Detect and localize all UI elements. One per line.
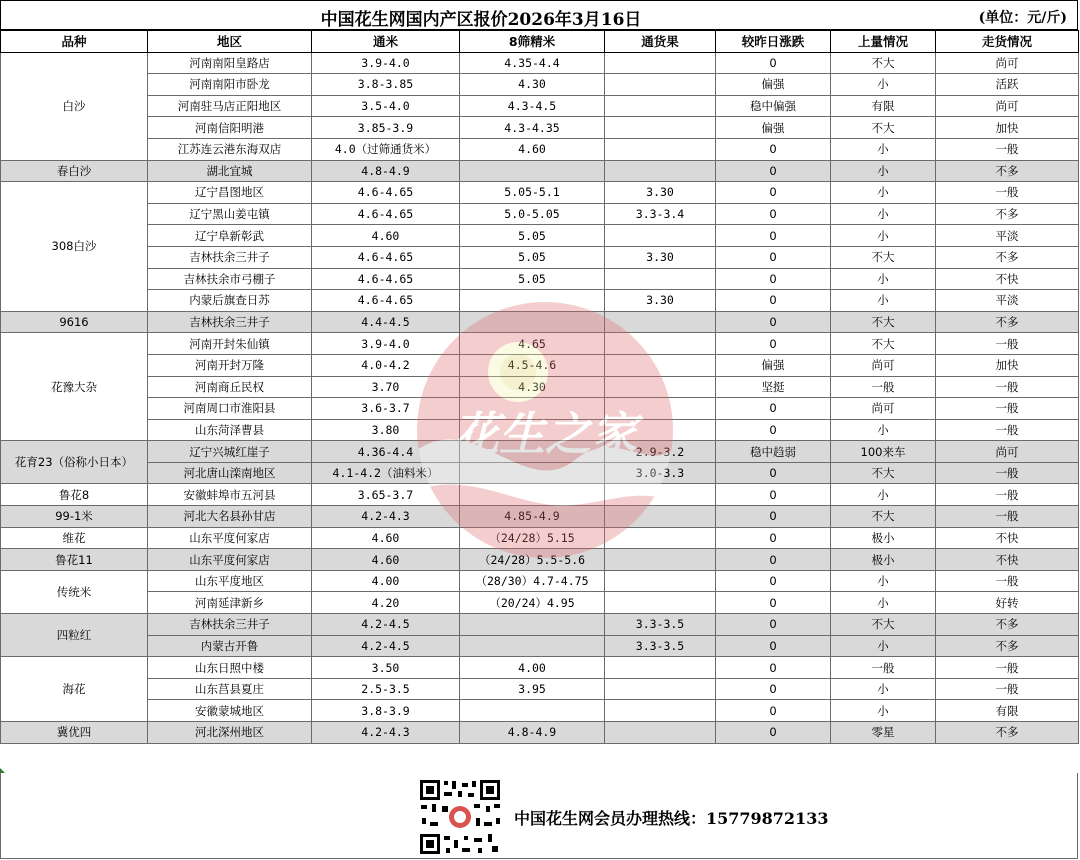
sales-cell: 一般 (936, 484, 1079, 506)
guo-cell (605, 506, 716, 528)
sales-cell: 平淡 (936, 225, 1079, 247)
change-cell: 0 (716, 419, 831, 441)
change-cell: 0 (716, 484, 831, 506)
guo-cell (605, 225, 716, 247)
tongmi-cell: 3.5-4.0 (312, 95, 460, 117)
table-row (1, 419, 1079, 441)
region-cell: 湖北宜城 (148, 160, 312, 182)
guo-cell (605, 311, 716, 333)
region-cell: 吉林扶余三井子 (148, 614, 312, 636)
tongmi-cell: 3.70 (312, 376, 460, 398)
tongmi-cell: 4.2-4.5 (312, 614, 460, 636)
change-cell: 0 (716, 333, 831, 355)
table-row (1, 678, 1079, 700)
tongmi-cell: 4.60 (312, 225, 460, 247)
sales-cell: 平淡 (936, 290, 1079, 312)
tongmi-cell: 4.6-4.65 (312, 203, 460, 225)
table-row (1, 722, 1079, 744)
volume-cell: 小 (831, 160, 936, 182)
change-cell: 偏强 (716, 354, 831, 376)
jingmi-cell: 5.05 (460, 225, 605, 247)
volume-cell: 小 (831, 700, 936, 722)
guo-cell (605, 74, 716, 96)
sales-cell: 一般 (936, 398, 1079, 420)
jingmi-cell (460, 441, 605, 463)
change-cell: 0 (716, 635, 831, 657)
table-body (1, 52, 1079, 743)
guo-cell: 3.3-3.4 (605, 203, 716, 225)
region-cell: 河北大名县孙甘店 (148, 506, 312, 528)
change-cell: 0 (716, 614, 831, 636)
volume-cell: 小 (831, 635, 936, 657)
guo-cell (605, 549, 716, 571)
sales-cell: 不多 (936, 311, 1079, 333)
jingmi-cell: 5.05 (460, 268, 605, 290)
volume-cell: 一般 (831, 376, 936, 398)
tongmi-cell: 3.9-4.0 (312, 52, 460, 74)
table-row (1, 52, 1079, 74)
sales-cell: 加快 (936, 354, 1079, 376)
table-row (1, 570, 1079, 592)
variety-cell: 维花 (1, 527, 148, 549)
jingmi-cell: （28/30）4.7-4.75 (460, 570, 605, 592)
variety-cell: 四粒红 (1, 614, 148, 657)
col-variety: 品种 (1, 31, 148, 53)
region-cell: 安徽蒙城地区 (148, 700, 312, 722)
sales-cell: 不多 (936, 203, 1079, 225)
region-cell: 内蒙古开鲁 (148, 635, 312, 657)
table-row (1, 376, 1079, 398)
sales-cell: 尚可 (936, 52, 1079, 74)
variety-cell: 308白沙 (1, 182, 148, 312)
region-cell: 安徽蚌埠市五河县 (148, 484, 312, 506)
volume-cell: 小 (831, 268, 936, 290)
col-region: 地区 (148, 31, 312, 53)
jingmi-cell: 4.60 (460, 138, 605, 160)
sales-cell: 不多 (936, 246, 1079, 268)
tongmi-cell: 4.6-4.65 (312, 246, 460, 268)
region-cell: 内蒙后旗查日苏 (148, 290, 312, 312)
change-cell: 0 (716, 527, 831, 549)
jingmi-cell (460, 311, 605, 333)
volume-cell: 小 (831, 74, 936, 96)
jingmi-cell: 4.8-4.9 (460, 722, 605, 744)
volume-cell: 小 (831, 678, 936, 700)
table-row (1, 657, 1079, 679)
guo-cell (605, 570, 716, 592)
tongmi-cell: 4.20 (312, 592, 460, 614)
variety-cell: 春白沙 (1, 160, 148, 182)
sales-cell: 一般 (936, 570, 1079, 592)
guo-cell: 3.30 (605, 182, 716, 204)
sales-cell: 不多 (936, 614, 1079, 636)
variety-cell: 鲁花8 (1, 484, 148, 506)
guo-cell (605, 376, 716, 398)
guo-cell (605, 333, 716, 355)
header-row (1, 31, 1079, 53)
sales-cell: 一般 (936, 138, 1079, 160)
hotline-text: 中国花生网会员办理热线：15779872133 (514, 809, 829, 828)
change-cell: 0 (716, 398, 831, 420)
table-row (1, 333, 1079, 355)
jingmi-cell: （24/28）5.15 (460, 527, 605, 549)
tongmi-cell: 3.85-3.9 (312, 117, 460, 139)
volume-cell: 小 (831, 290, 936, 312)
change-cell: 0 (716, 160, 831, 182)
volume-cell: 极小 (831, 527, 936, 549)
jingmi-cell (460, 160, 605, 182)
variety-cell: 99-1米 (1, 506, 148, 528)
table-row (1, 268, 1079, 290)
tongmi-cell: 4.6-4.65 (312, 290, 460, 312)
guo-cell (605, 484, 716, 506)
tongmi-cell: 4.4-4.5 (312, 311, 460, 333)
variety-cell: 花豫大杂 (1, 333, 148, 441)
variety-cell: 冀优四 (1, 722, 148, 744)
guo-cell (605, 527, 716, 549)
volume-cell: 尚可 (831, 354, 936, 376)
sales-cell: 不快 (936, 549, 1079, 571)
change-cell: 0 (716, 138, 831, 160)
volume-cell: 一般 (831, 657, 936, 679)
region-cell: 辽宁兴城红崖子 (148, 441, 312, 463)
change-cell: 0 (716, 268, 831, 290)
tongmi-cell: 3.8-3.9 (312, 700, 460, 722)
region-cell: 吉林扶余市弓棚子 (148, 268, 312, 290)
col-jingmi: 8筛精米 (460, 31, 605, 53)
region-cell: 辽宁阜新彰武 (148, 225, 312, 247)
tongmi-cell: 4.8-4.9 (312, 160, 460, 182)
change-cell: 0 (716, 290, 831, 312)
col-tongmi: 通米 (312, 31, 460, 53)
change-cell: 稳中趋弱 (716, 441, 831, 463)
region-cell: 河南南阳市卧龙 (148, 74, 312, 96)
change-cell: 坚挺 (716, 376, 831, 398)
region-cell: 山东日照中楼 (148, 657, 312, 679)
change-cell: 稳中偏强 (716, 95, 831, 117)
jingmi-cell: 4.5-4.6 (460, 354, 605, 376)
region-cell: 辽宁黑山姜屯镇 (148, 203, 312, 225)
region-cell: 河南南阳皇路店 (148, 52, 312, 74)
jingmi-cell (460, 462, 605, 484)
jingmi-cell (460, 700, 605, 722)
svg-text:花生之家: 花生之家 (453, 407, 637, 461)
sales-cell: 一般 (936, 333, 1079, 355)
region-cell: 山东平度何家店 (148, 527, 312, 549)
title-bar (0, 0, 1078, 30)
table-row (1, 203, 1079, 225)
volume-cell: 不大 (831, 333, 936, 355)
change-cell: 0 (716, 549, 831, 571)
volume-cell: 不大 (831, 311, 936, 333)
change-cell: 0 (716, 678, 831, 700)
sales-cell: 不快 (936, 527, 1079, 549)
volume-cell: 小 (831, 225, 936, 247)
change-cell: 0 (716, 700, 831, 722)
tongmi-cell: 4.60 (312, 549, 460, 571)
variety-cell: 9616 (1, 311, 148, 333)
tongmi-cell: 4.0（过筛通货米） (312, 138, 460, 160)
table-row (1, 117, 1079, 139)
volume-cell: 小 (831, 419, 936, 441)
col-guo: 通货果 (605, 31, 716, 53)
tongmi-cell: 4.00 (312, 570, 460, 592)
guo-cell: 3.30 (605, 246, 716, 268)
volume-cell: 不大 (831, 506, 936, 528)
jingmi-cell (460, 398, 605, 420)
change-cell: 0 (716, 225, 831, 247)
table-row (1, 484, 1079, 506)
table-row (1, 592, 1079, 614)
table-row (1, 311, 1079, 333)
table-row (1, 246, 1079, 268)
tongmi-cell: 4.2-4.3 (312, 722, 460, 744)
col-sales: 走货情况 (936, 31, 1079, 53)
region-cell: 河南周口市淮阳县 (148, 398, 312, 420)
sales-cell: 尚可 (936, 441, 1079, 463)
jingmi-cell (460, 484, 605, 506)
jingmi-cell: （20/24）4.95 (460, 592, 605, 614)
jingmi-cell: 4.85-4.9 (460, 506, 605, 528)
guo-cell: 3.3-3.5 (605, 614, 716, 636)
qr-code-icon (418, 778, 502, 856)
variety-cell: 白沙 (1, 52, 148, 160)
volume-cell: 小 (831, 138, 936, 160)
sales-cell: 一般 (936, 182, 1079, 204)
tongmi-cell: 4.2-4.5 (312, 635, 460, 657)
guo-cell: 3.30 (605, 290, 716, 312)
volume-cell: 小 (831, 570, 936, 592)
volume-cell: 小 (831, 592, 936, 614)
guo-cell (605, 95, 716, 117)
region-cell: 河南延津新乡 (148, 592, 312, 614)
guo-cell (605, 419, 716, 441)
sales-cell: 活跃 (936, 74, 1079, 96)
table-row (1, 182, 1079, 204)
change-cell: 偏强 (716, 117, 831, 139)
guo-cell (605, 268, 716, 290)
table-row (1, 441, 1079, 463)
table-row (1, 138, 1079, 160)
region-cell: 吉林扶余三井子 (148, 246, 312, 268)
region-cell: 山东平度地区 (148, 570, 312, 592)
change-cell: 0 (716, 203, 831, 225)
sales-cell: 不多 (936, 160, 1079, 182)
volume-cell: 100来车 (831, 441, 936, 463)
volume-cell: 不大 (831, 462, 936, 484)
table-row (1, 635, 1079, 657)
sales-cell: 一般 (936, 657, 1079, 679)
guo-cell (605, 678, 716, 700)
change-cell: 0 (716, 462, 831, 484)
tongmi-cell: 4.36-4.4 (312, 441, 460, 463)
table-row (1, 398, 1079, 420)
change-cell: 0 (716, 722, 831, 744)
tongmi-cell: 4.6-4.65 (312, 268, 460, 290)
guo-cell (605, 700, 716, 722)
tongmi-cell: 4.1-4.2（油料米） (312, 462, 460, 484)
volume-cell: 不大 (831, 117, 936, 139)
guo-cell: 3.0-3.3 (605, 462, 716, 484)
table-row (1, 700, 1079, 722)
guo-cell (605, 398, 716, 420)
guo-cell (605, 160, 716, 182)
jingmi-cell: 5.05-5.1 (460, 182, 605, 204)
jingmi-cell: （24/28）5.5-5.6 (460, 549, 605, 571)
guo-cell (605, 52, 716, 74)
region-cell: 河北唐山滦南地区 (148, 462, 312, 484)
region-cell: 山东菏泽曹县 (148, 419, 312, 441)
volume-cell: 零星 (831, 722, 936, 744)
table-row (1, 506, 1079, 528)
region-cell: 江苏连云港东海双店 (148, 138, 312, 160)
jingmi-cell: 5.05 (460, 246, 605, 268)
jingmi-cell: 4.30 (460, 376, 605, 398)
region-cell: 河南商丘民权 (148, 376, 312, 398)
guo-cell: 3.3-3.5 (605, 635, 716, 657)
jingmi-cell: 4.65 (460, 333, 605, 355)
sales-cell: 一般 (936, 376, 1079, 398)
tongmi-cell: 3.50 (312, 657, 460, 679)
table-row (1, 225, 1079, 247)
volume-cell: 极小 (831, 549, 936, 571)
variety-cell: 鲁花11 (1, 549, 148, 571)
change-cell: 0 (716, 311, 831, 333)
volume-cell: 不大 (831, 246, 936, 268)
col-change: 较昨日涨跌 (716, 31, 831, 53)
sales-cell: 有限 (936, 700, 1079, 722)
volume-cell: 有限 (831, 95, 936, 117)
change-cell: 0 (716, 246, 831, 268)
sales-cell: 一般 (936, 419, 1079, 441)
jingmi-cell: 4.3-4.35 (460, 117, 605, 139)
region-cell: 河北深州地区 (148, 722, 312, 744)
sales-cell: 不快 (936, 268, 1079, 290)
jingmi-cell: 4.30 (460, 74, 605, 96)
guo-cell (605, 117, 716, 139)
change-cell: 0 (716, 52, 831, 74)
table-row (1, 614, 1079, 636)
jingmi-cell: 4.00 (460, 657, 605, 679)
variety-cell: 花育23（俗称小日本） (1, 441, 148, 484)
tongmi-cell: 3.80 (312, 419, 460, 441)
change-cell: 0 (716, 570, 831, 592)
volume-cell: 不大 (831, 52, 936, 74)
table-row (1, 527, 1079, 549)
page-title: 中国花生网国内产区报价2026年3月16日 (320, 10, 642, 30)
change-cell: 0 (716, 592, 831, 614)
change-cell: 0 (716, 657, 831, 679)
jingmi-cell: 4.3-4.5 (460, 95, 605, 117)
tongmi-cell: 4.60 (312, 527, 460, 549)
jingmi-cell: 3.95 (460, 678, 605, 700)
jingmi-cell: 4.35-4.4 (460, 52, 605, 74)
region-cell: 山东莒县夏庄 (148, 678, 312, 700)
change-cell: 0 (716, 182, 831, 204)
guo-cell (605, 138, 716, 160)
tongmi-cell: 2.5-3.5 (312, 678, 460, 700)
price-table (0, 30, 1079, 744)
region-cell: 河南开封朱仙镇 (148, 333, 312, 355)
sales-cell: 加快 (936, 117, 1079, 139)
jingmi-cell (460, 635, 605, 657)
sales-cell: 一般 (936, 506, 1079, 528)
volume-cell: 尚可 (831, 398, 936, 420)
sales-cell: 一般 (936, 678, 1079, 700)
table-row (1, 354, 1079, 376)
tongmi-cell: 4.2-4.3 (312, 506, 460, 528)
sales-cell: 一般 (936, 462, 1079, 484)
guo-cell: 2.9-3.2 (605, 441, 716, 463)
region-cell: 河南开封万隆 (148, 354, 312, 376)
sales-cell: 不多 (936, 722, 1079, 744)
region-cell: 山东平度何家店 (148, 549, 312, 571)
tongmi-cell: 3.6-3.7 (312, 398, 460, 420)
guo-cell (605, 657, 716, 679)
tongmi-cell: 3.8-3.85 (312, 74, 460, 96)
region-cell: 辽宁昌图地区 (148, 182, 312, 204)
sales-cell: 不多 (936, 635, 1079, 657)
sales-cell: 尚可 (936, 95, 1079, 117)
volume-cell: 小 (831, 203, 936, 225)
region-cell: 河南驻马店正阳地区 (148, 95, 312, 117)
unit-label: (单位：元/斤) (978, 10, 1067, 26)
table-row (1, 549, 1079, 571)
guo-cell (605, 354, 716, 376)
tongmi-cell: 3.9-4.0 (312, 333, 460, 355)
tongmi-cell: 3.65-3.7 (312, 484, 460, 506)
table-row (1, 462, 1079, 484)
sales-cell: 好转 (936, 592, 1079, 614)
tongmi-cell: 4.6-4.65 (312, 182, 460, 204)
volume-cell: 小 (831, 484, 936, 506)
guo-cell (605, 722, 716, 744)
col-volume: 上量情况 (831, 31, 936, 53)
change-cell: 偏强 (716, 74, 831, 96)
table-row (1, 290, 1079, 312)
table-row (1, 160, 1079, 182)
volume-cell: 不大 (831, 614, 936, 636)
table-row (1, 95, 1079, 117)
table-row (1, 74, 1079, 96)
variety-cell: 传统米 (1, 570, 148, 613)
change-cell: 0 (716, 506, 831, 528)
jingmi-cell (460, 290, 605, 312)
guo-cell (605, 592, 716, 614)
region-cell: 吉林扶余三井子 (148, 311, 312, 333)
jingmi-cell (460, 419, 605, 441)
variety-cell: 海花 (1, 657, 148, 722)
jingmi-cell: 5.0-5.05 (460, 203, 605, 225)
jingmi-cell (460, 614, 605, 636)
tongmi-cell: 4.0-4.2 (312, 354, 460, 376)
region-cell: 河南信阳明港 (148, 117, 312, 139)
volume-cell: 小 (831, 182, 936, 204)
